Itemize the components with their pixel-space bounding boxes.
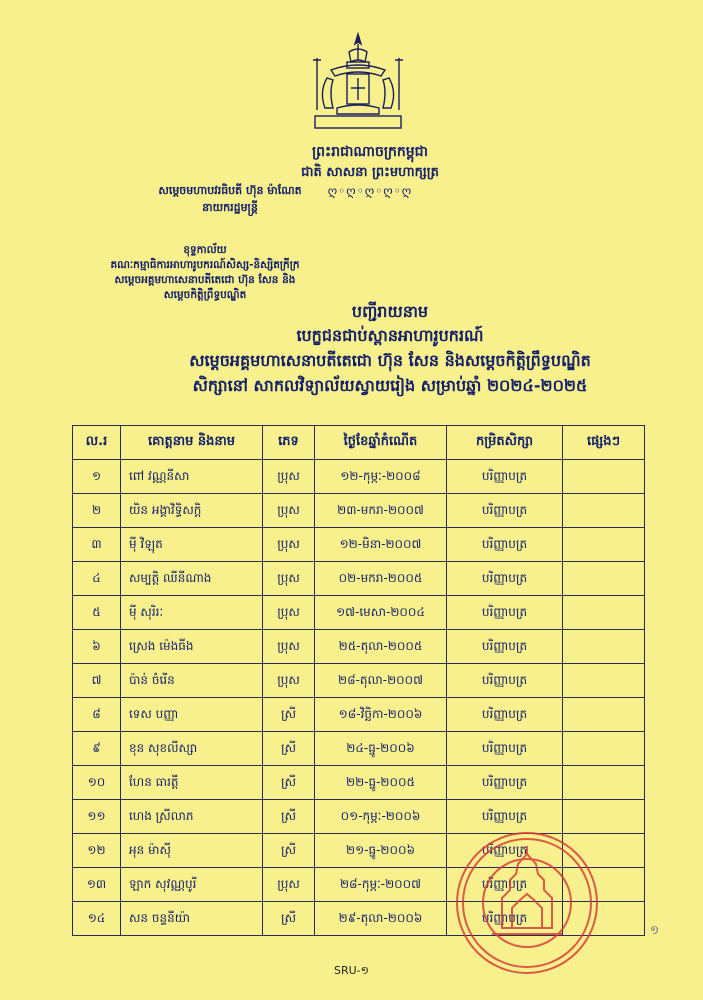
page-footer: SRU-១ [334,964,369,977]
cell-dob: ២៤-ធ្នូ-២០០៦ [315,732,447,766]
cell-level: បរិញ្ញាបត្រ [447,800,563,834]
national-motto: ជាតិ សាសនា ព្រះមហាក្សត្រ [301,165,439,180]
cell-other [563,596,645,630]
cell-no: ២ [73,494,121,528]
cell-level: បរិញ្ញាបត្រ [447,766,563,800]
cell-level: បរិញ្ញាបត្រ [447,732,563,766]
cell-no: ៨ [73,698,121,732]
title-line-1: បញ្ជីរាយនាម [351,302,429,321]
title-line-3: សម្តេចអគ្គមហាសេនាបតីតេជោ ហ៊ុន សែន និងសម្តេចកិត្តិព្រឹទ្ធបណ្ឌិត [189,351,591,370]
cell-other [563,528,645,562]
cell-other [563,698,645,732]
cell-dob: ១៧-មេសា-២០០៤ [315,596,447,630]
cell-dob: ២១-ធ្នូ-២០០៦ [315,834,447,868]
header-level: កម្រិតសិក្សា [447,426,563,460]
table-row [73,732,645,766]
cell-sex: ប្រុស [263,528,315,562]
cell-name: ម៉ី សុរិរៈ [121,596,263,630]
kingdom-name: ព្រះរាជាណាចក្រកម្ពុជា [311,144,428,160]
cell-sex: ប្រុស [263,562,315,596]
cell-level: បរិញ្ញាបត្រ [447,868,563,902]
cell-sex: ស្រី [263,902,315,936]
cell-name: ខុន សុខលីស្សា [121,732,263,766]
sender-block [150,182,310,216]
cell-sex: ប្រុស [263,596,315,630]
header-sex: ភេទ [263,426,315,460]
cell-dob: ១៨-វិច្ឆិកា-២០០៦ [315,698,447,732]
cell-name: សម្បត្តិ ឈីនីណាង [121,562,263,596]
cell-name: ម៉ី វិឡុត [121,528,263,562]
cell-sex: ស្រី [263,834,315,868]
cell-no: ១ [73,460,121,494]
table-row [73,562,645,596]
cell-level: បរិញ្ញាបត្រ [447,494,563,528]
unit-line-4: សម្តេចកិត្តិព្រឹទ្ធបណ្ឌិត [163,289,247,301]
cell-other [563,460,645,494]
cell-other [563,766,645,800]
cell-name: ហេង ស្រីលាភ [121,800,263,834]
cell-no: ១៤ [73,902,121,936]
table-row [73,596,645,630]
table-row [73,664,645,698]
table-row [73,698,645,732]
title-line-4: សិក្សានៅ សាកលវិទ្យាល័យស្វាយរៀង សម្រាប់ឆ្នាំ ២០២៤-២០២៥ [192,376,588,395]
cell-sex: ប្រុស [263,630,315,664]
table-row [73,630,645,664]
cell-level: បរិញ្ញាបត្រ [447,664,563,698]
document-title [110,300,670,398]
ornament-divider: ღ◦ღ◦ღ◦ღ◦ღ [327,184,413,198]
cell-no: ៩ [73,732,121,766]
cell-level: បរិញ្ញាបត្រ [447,630,563,664]
cell-dob: ១២-កុម្ភៈ-២០០៨ [315,460,447,494]
cell-dob: ២៥-តុលា-២០០៥ [315,630,447,664]
cell-level: បរិញ្ញាបត្រ [447,562,563,596]
cell-level: បរិញ្ញាបត្រ [447,902,563,936]
cell-sex: ប្រុស [263,664,315,698]
cell-name: ពៅ វណ្ណនីសា [121,460,263,494]
cell-dob: ២៣-មករា-២០០៧ [315,494,447,528]
header-other: ផ្សេងៗ [563,426,645,460]
cell-other [563,494,645,528]
cell-dob: ២៨-តុលា-២០០៧ [315,664,447,698]
cell-other [563,630,645,664]
cell-name: ប៉ាន់ ចំរើន [121,664,263,698]
header-name: គោត្តនាម និងនាម [121,426,263,460]
unit-line-1: ខុទ្ទកាល័យ [183,244,227,256]
cell-level: បរិញ្ញាបត្រ [447,460,563,494]
cell-dob: ០២-មករា-២០០៥ [315,562,447,596]
cell-name: ហែន ធារត្តី [121,766,263,800]
cell-no: ១១ [73,800,121,834]
cell-dob: ២២-ធ្នូ-២០០៥ [315,766,447,800]
cell-name: ទេស បញ្ញា [121,698,263,732]
sender-line-1: សម្តេចមហាបវរធិបតី ហ៊ុន ម៉ាណែត [158,184,302,197]
royal-emblem-icon [303,30,413,135]
cell-no: ៣ [73,528,121,562]
cell-name: សន ចន្ទនីយ៉ា [121,902,263,936]
table-row [73,528,645,562]
unit-line-2: គណៈកម្មាធិការអាហារូបករណ៍សិស្ស-និស្សិតក្រីក្រ [110,259,300,271]
cell-sex: ប្រុស [263,460,315,494]
cell-dob: ២៨-កុម្ភៈ-២០០៧ [315,868,447,902]
cell-dob: ០១-កុម្ភៈ-២០០៦ [315,800,447,834]
cell-no: ៤ [73,562,121,596]
cell-no: ១២ [73,834,121,868]
cell-level: បរិញ្ញាបត្រ [447,596,563,630]
cell-dob: ២៩-តុលា-២០០៦ [315,902,447,936]
cell-no: ៥ [73,596,121,630]
cell-other [563,664,645,698]
cell-other [563,562,645,596]
title-line-2: បេក្ខជនជាប់ស្ពានអាហារូបករណ៍ [296,326,484,345]
cell-level: បរិញ្ញាបត្រ [447,528,563,562]
cell-name: អុន ម៉ាស៊ី [121,834,263,868]
header-dob: ថ្ងៃខែឆ្នាំកំណើត [315,426,447,460]
cell-name: ឡាក សុវណ្ណបូរី [121,868,263,902]
cell-level: បរិញ្ញាបត្រ [447,834,563,868]
cell-name: យិន អង្គាវិទ្ធិសក្តិ [121,494,263,528]
cell-no: ៧ [73,664,121,698]
cell-sex: ស្រី [263,732,315,766]
cell-other [563,732,645,766]
official-seal-icon [452,828,602,978]
cell-no: ១៣ [73,868,121,902]
cell-sex: ប្រុស [263,868,315,902]
table-row [73,460,645,494]
header-no: ល.រ [73,426,121,460]
cell-sex: ស្រី [263,698,315,732]
table-row [73,766,645,800]
cell-sex: ស្រី [263,800,315,834]
cell-sex: ប្រុស [263,494,315,528]
page-mark: ១ [650,923,660,937]
unit-line-3: សម្តេចអគ្គមហាសេនាបតីតេជោ ហ៊ុន សែន និង [114,274,296,286]
sender-line-2: នាយករដ្ឋមន្ត្រី [202,201,258,214]
cell-level: បរិញ្ញាបត្រ [447,698,563,732]
table-header-row [73,426,645,460]
table-row [73,494,645,528]
cell-name: ស្រេង ម៉េងធីង [121,630,263,664]
unit-block [100,243,310,303]
cell-dob: ១២-មិនា-២០០៧ [315,528,447,562]
cell-no: ៦ [73,630,121,664]
cell-sex: ស្រី [263,766,315,800]
cell-no: ១០ [73,766,121,800]
